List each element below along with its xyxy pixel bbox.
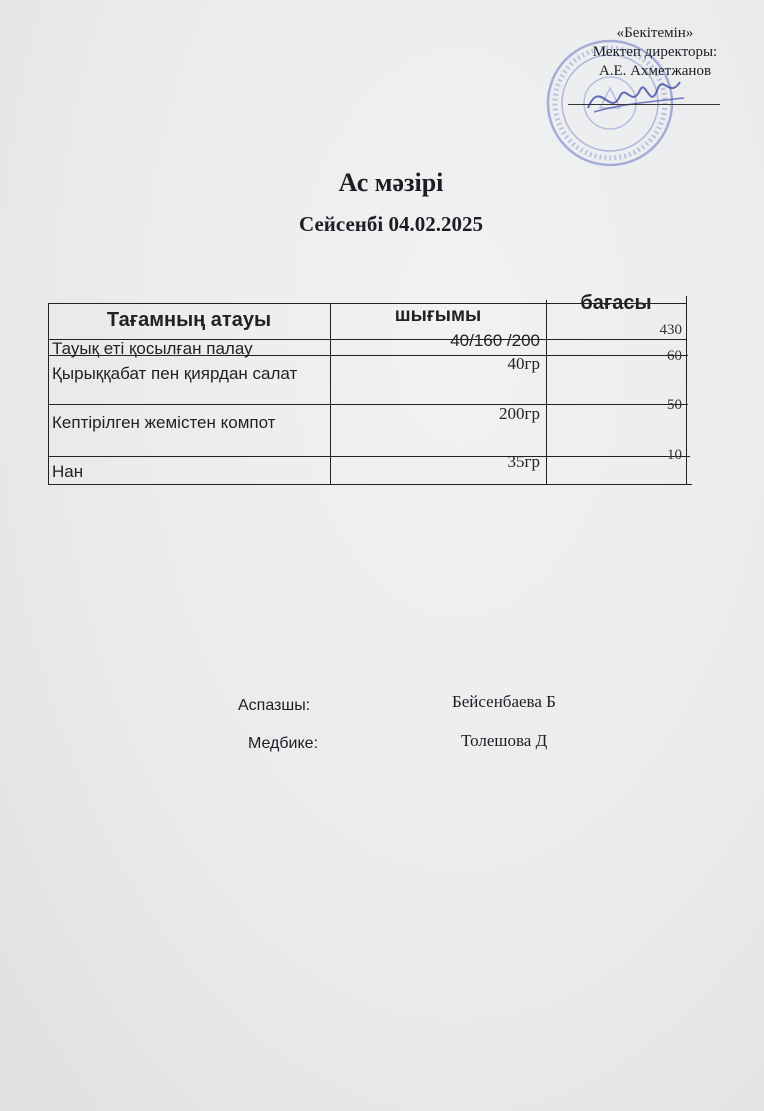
table-border-left: [48, 303, 49, 484]
table-row-name: Тауық еті қосылған палау: [52, 339, 253, 358]
table-border-bottom: [48, 484, 692, 485]
header-price: бағасы: [580, 292, 652, 314]
nurse-label: Медбике:: [248, 735, 319, 752]
header-yield: шығымы: [394, 305, 482, 326]
table-row-name: Нан: [52, 462, 84, 481]
table-border-right: [686, 296, 687, 484]
table-row-name: Қырыққабат пен қиярдан салат: [52, 364, 298, 383]
director-name: А.Е. Ахметжанов: [598, 63, 712, 79]
menu-table: [0, 0, 764, 500]
table-row-price: 10: [667, 447, 682, 463]
approval-heading: «Бекітемін»: [616, 25, 694, 41]
nurse-name: Толешова Д: [461, 731, 548, 750]
table-row-yield: 35гр: [507, 452, 540, 471]
approval-position: Мектеп директоры:: [592, 44, 718, 60]
table-row-price: 50: [667, 397, 682, 413]
cook-label: Аспазшы:: [238, 697, 311, 714]
page-title: Ас мәзірі: [338, 168, 444, 197]
page-subtitle: Сейсенбі 04.02.2025: [299, 212, 483, 236]
table-row-price: 430: [659, 322, 682, 338]
table-row-price: 60: [667, 348, 682, 364]
table-row-yield: 200гр: [499, 404, 540, 423]
table-row-yield: 40гр: [507, 354, 540, 373]
table-row-yield: 40/160 /200: [450, 331, 540, 350]
table-row-name: Кептірілген жемістен компот: [52, 413, 276, 432]
cook-name: Бейсенбаева Б: [452, 692, 556, 711]
header-dish-name: Тағамның атауы: [106, 309, 272, 331]
